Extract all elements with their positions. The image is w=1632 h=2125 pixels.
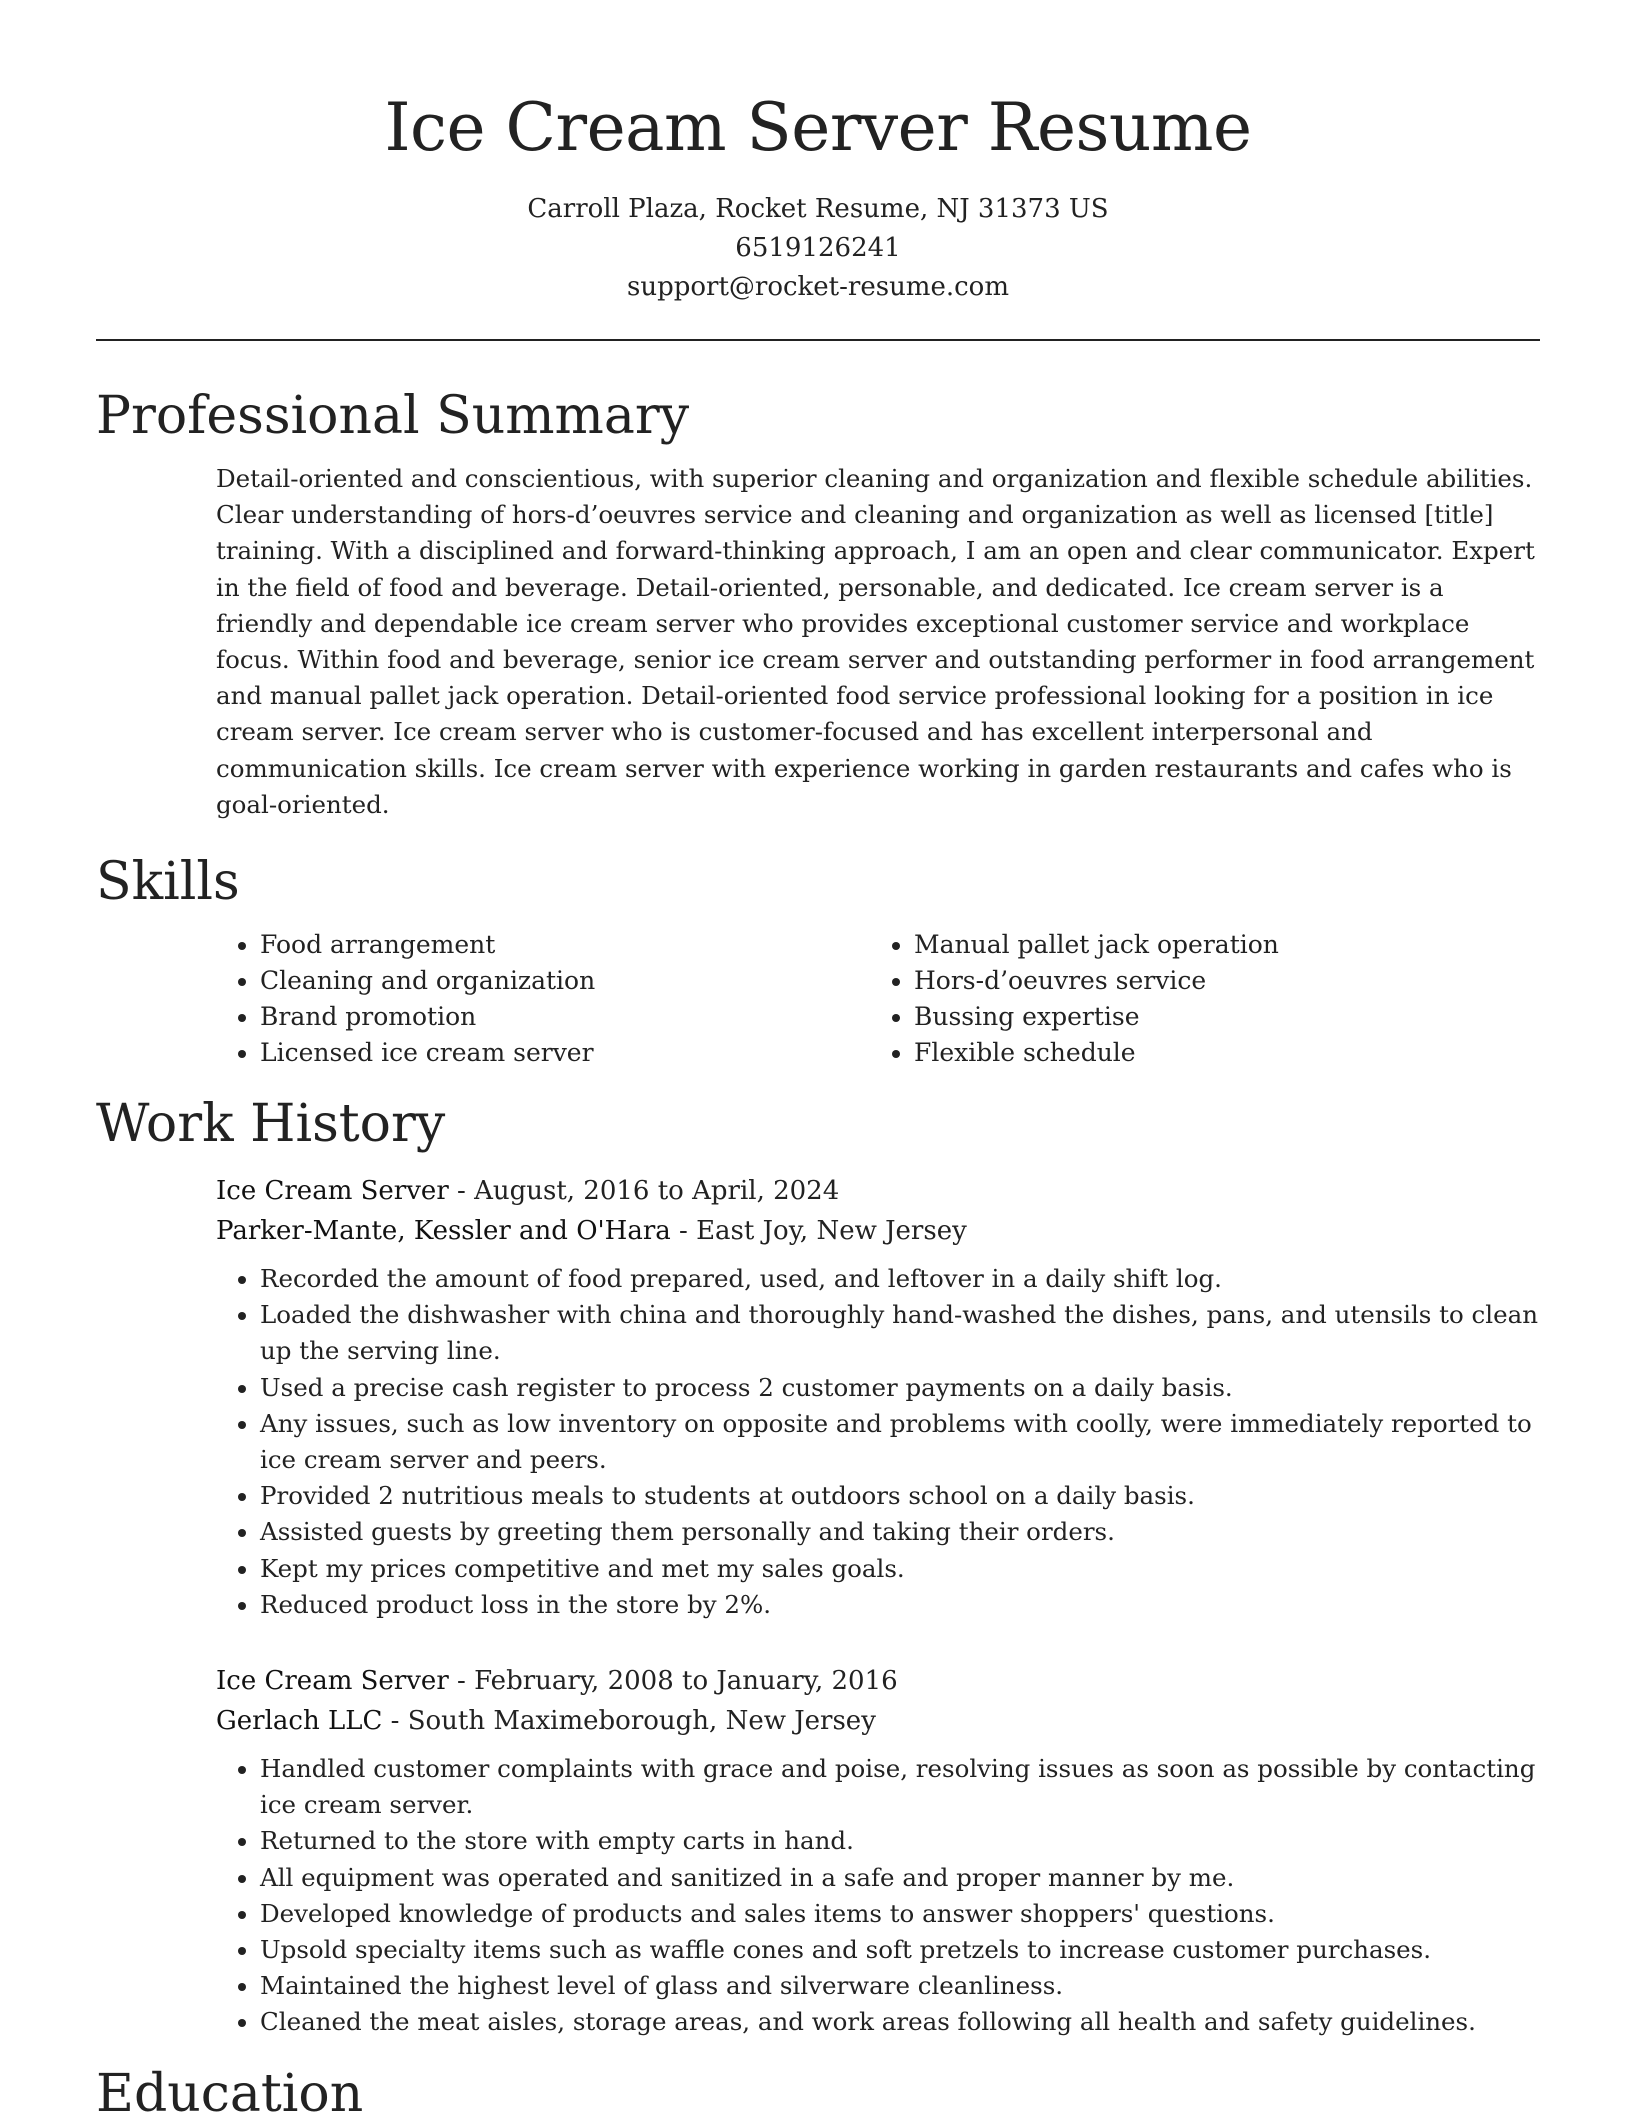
skill-item: • Food arrangement — [260, 927, 870, 963]
skill-item: • Flexible schedule — [914, 1035, 1524, 1071]
duty-item: • Any issues, such as low inventory on opposite and problems with coolly, were immediately reported to ice cream server and peers. — [260, 1406, 1541, 1478]
contact-address: Carroll Plaza, Rocket Resume, NJ 31373 US — [527, 194, 1109, 224]
skills-heading: Skills — [96, 852, 240, 913]
resume-title: Ice Cream Server Resume — [384, 89, 1252, 166]
skills-grid — [216, 927, 1541, 1071]
duty-item: • Cleaned the meat aisles, storage areas, and work areas following all health and safety guidelines. — [260, 2004, 1541, 2040]
resume-header — [96, 0, 1540, 307]
job-location: - South Maximeborough, New Jersey — [382, 1706, 876, 1737]
skills-column-right — [870, 927, 1524, 1071]
job-title-line — [216, 1661, 1541, 1701]
job-duties-list — [216, 1261, 1541, 1623]
job-company-line — [216, 1701, 1541, 1741]
job-title-line — [216, 1171, 1541, 1211]
job-location: - East Joy, New Jersey — [670, 1216, 967, 1247]
duty-item: • Recorded the amount of food prepared, used, and leftover in a daily shift log. — [260, 1261, 1541, 1297]
skills-section — [96, 851, 1540, 1071]
work-history-heading: Work History — [96, 1094, 446, 1155]
professional-summary-section — [96, 385, 1540, 823]
job-company: Gerlach LLC — [216, 1706, 383, 1737]
duty-item: • Upsold specialty items such as waffle cones and soft pretzels to increase customer purchases. — [260, 1932, 1541, 1968]
summary-text: Detail-oriented and conscientious, with superior cleaning and organization and flexible schedule abilities. Clear understanding of hors-d’oeuvres service and cleaning and organization as well as licensed [title] training. With a disciplined and forward-thinking approach, I am an open and clear communicator. Expert in the field of food and beverage. Detail-oriented, personable, and dedicated. Ice cream server is a friendly and dependable ice cream server who provides exceptional customer service and workplace focus. Within food and beverage, senior ice cream server and outstanding performer in food arrangement and manual pallet jack operation. Detail-oriented food service professional looking for a position in ice cream server. Ice cream server who is customer-focused and has excellent interpersonal and communication skills. Ice cream server with experience working in garden restaurants and cafes who is goal-oriented. — [216, 464, 1535, 819]
duty-item: • Used a precise cash register to process 2 customer payments on a daily basis. — [260, 1370, 1541, 1406]
contact-info — [96, 190, 1540, 307]
education-heading: Education — [96, 2063, 364, 2124]
skills-column-left — [216, 927, 870, 1071]
duty-item: • Provided 2 nutritious meals to students at outdoors school on a daily basis. — [260, 1478, 1541, 1514]
job-dates: - August, 2016 to April, 2024 — [448, 1176, 840, 1207]
skill-item: • Brand promotion — [260, 999, 870, 1035]
duty-item: • All equipment was operated and sanitized in a safe and proper manner by me. — [260, 1860, 1541, 1896]
duty-item: • Developed knowledge of products and sales items to answer shoppers' questions. — [260, 1896, 1541, 1932]
duty-item: • Handled customer complaints with grace and poise, resolving issues as soon as possible by contacting ice cream server. — [260, 1751, 1541, 1823]
job-entry — [216, 1171, 1541, 1623]
duty-item: • Reduced product loss in the store by 2%. — [260, 1587, 1541, 1623]
resume-page — [96, 0, 1540, 2125]
skill-item: • Hors-d’oeuvres service — [914, 963, 1524, 999]
header-divider — [96, 339, 1540, 341]
skill-item: • Bussing expertise — [914, 999, 1524, 1035]
job-entry — [216, 1661, 1541, 2041]
job-title: Ice Cream Server — [216, 1666, 449, 1697]
duty-item: • Assisted guests by greeting them personally and taking their orders. — [260, 1514, 1541, 1550]
skill-item: • Manual pallet jack operation — [914, 927, 1524, 963]
duty-item: • Returned to the store with empty carts in hand. — [260, 1823, 1541, 1859]
job-duties-list — [216, 1751, 1541, 2041]
duty-item: • Kept my prices competitive and met my sales goals. — [260, 1551, 1541, 1587]
contact-phone: 6519126241 — [735, 233, 901, 263]
job-dates: - February, 2008 to January, 2016 — [448, 1666, 898, 1697]
education-section — [96, 2063, 1540, 2125]
duty-item: • Loaded the dishwasher with china and thoroughly hand-washed the dishes, pans, and utensils to clean up the serving line. — [260, 1297, 1541, 1369]
skill-item: • Licensed ice cream server — [260, 1035, 870, 1071]
duty-item: • Maintained the highest level of glass and silverware cleanliness. — [260, 1968, 1541, 2004]
job-company-line — [216, 1211, 1541, 1251]
summary-heading: Professional Summary — [96, 386, 690, 446]
contact-email: support@rocket-resume.com — [626, 272, 1009, 302]
work-history-section — [96, 1093, 1540, 2041]
job-title: Ice Cream Server — [216, 1176, 449, 1207]
job-company: Parker-Mante, Kessler and O'Hara — [216, 1216, 671, 1247]
skill-item: • Cleaning and organization — [260, 963, 870, 999]
